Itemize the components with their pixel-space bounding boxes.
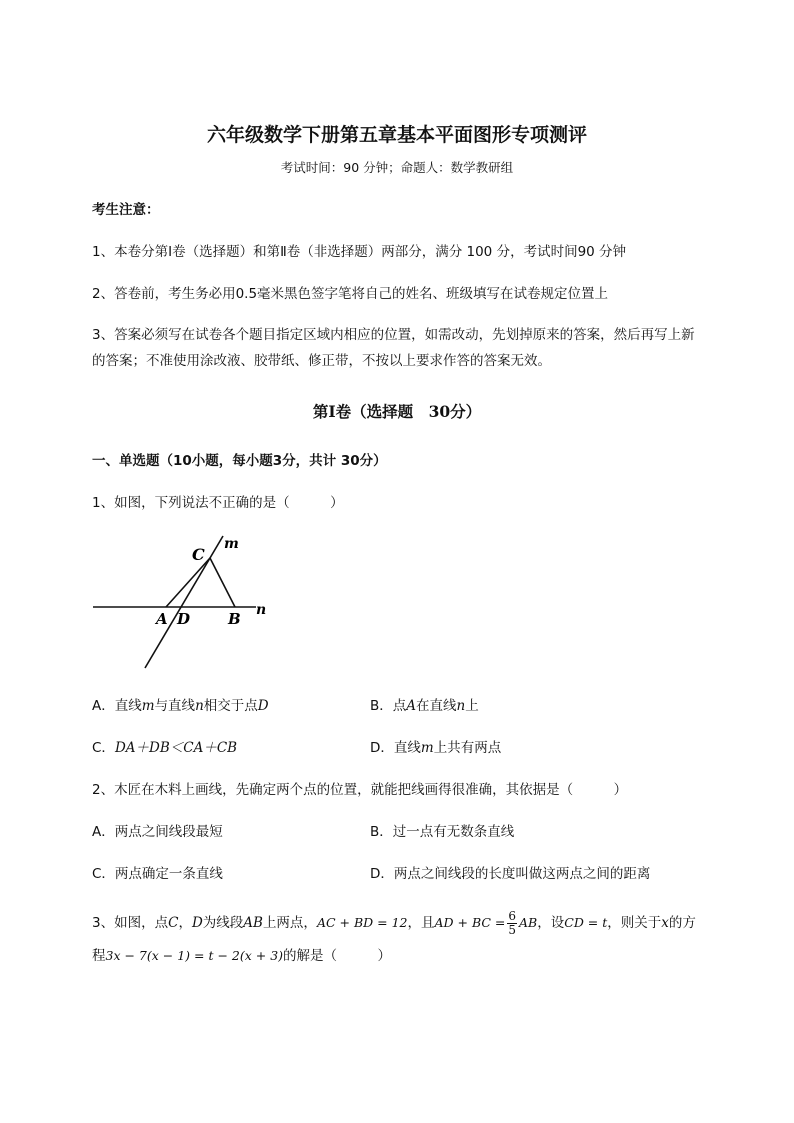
- question-2-option-d: D．两点之间线段的长度叫做这两点之间的距离: [370, 866, 651, 882]
- question-1-option-a: A．直线m与直线n相交于点D: [92, 698, 269, 714]
- notice-item-3-line-2: 的答案；不准使用涂改液、胶带纸、修正带，不按以上要求作答的答案无效。: [92, 353, 551, 369]
- exam-info: 考试时间：90 分钟；命题人：数学教研组: [280, 160, 514, 175]
- section-title: 第Ⅰ卷（选择题 30分）: [312, 402, 482, 421]
- segment-CB: [210, 558, 235, 607]
- label-C: C: [192, 545, 205, 564]
- segment-CA: [166, 558, 210, 607]
- question-1-option-b: B．点A在直线n上: [370, 698, 479, 714]
- line-m: [145, 536, 223, 668]
- question-1-figure: [88, 530, 288, 672]
- question-1-option-c: C．DA＋DB＜CA＋CB: [92, 740, 238, 756]
- label-A: A: [156, 610, 168, 628]
- page-title: 六年级数学下册第五章基本平面图形专项测评: [206, 124, 587, 146]
- label-n: n: [256, 602, 267, 618]
- question-3-stem-line-2: 程3x − 7(x − 1) = t − 2(x + 3)的解是（ ）: [92, 948, 392, 964]
- question-3-stem-line-1: 3、如图，点C，D为线段AB上两点，AC + BD = 12，且AD + BC = $\frac{6}{5}$ AB，设CD = t，则关于x的方: [92, 908, 696, 937]
- notice-heading: 考生注意：: [92, 202, 160, 218]
- fraction-six-fifths: $\frac{6}{5}$: [508, 908, 517, 937]
- question-1-stem: 1、如图，下列说法不正确的是（ ）: [92, 495, 344, 511]
- question-2-option-b: B．过一点有无数条直线: [370, 824, 515, 840]
- notice-item-2: 2、答卷前，考生务必用0.5毫米黑色签字笔将自己的姓名、班级填写在试卷规定位置上: [92, 286, 609, 302]
- notice-item-3-line-1: 3、答案必须写在试卷各个题目指定区域内相应的位置，如需改动，先划掉原来的答案，然后再写上新: [92, 327, 695, 343]
- question-2-option-a: A．两点之间线段最短: [92, 824, 223, 840]
- notice-item-1: 1、本卷分第Ⅰ卷（选择题）和第Ⅱ卷（非选择题）两部分，满分 100 分，考试时间90 分钟: [92, 244, 627, 260]
- question-1-option-d: D．直线m上共有两点: [370, 740, 502, 756]
- question-2-option-c: C．两点确定一条直线: [92, 866, 223, 882]
- part-heading: 一、单选题（10小题，每小题3分，共计 30分）: [92, 453, 387, 469]
- label-B: B: [228, 610, 241, 628]
- label-D: D: [177, 610, 191, 628]
- question-2-stem: 2、木匠在木料上画线，先确定两个点的位置，就能把线画得很准确，其依据是（ ）: [92, 782, 628, 798]
- label-m: m: [224, 536, 239, 552]
